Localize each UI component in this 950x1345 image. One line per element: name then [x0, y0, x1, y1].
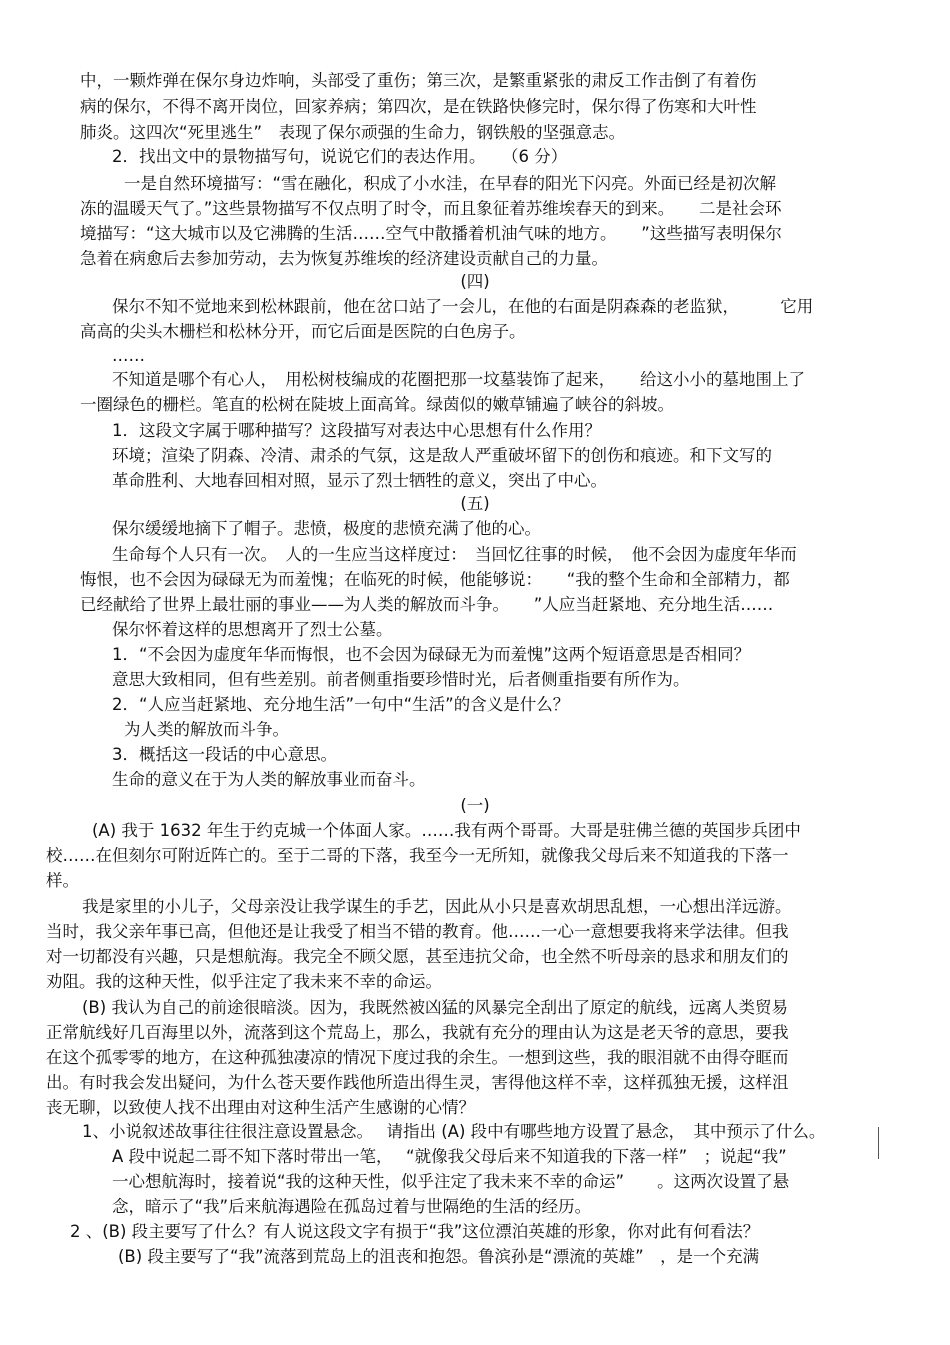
answer-line: 革命胜利、大地春回相对照，显示了烈士牺牲的意义，突出了中心。	[112, 471, 607, 490]
answer-line: 急着在病愈后去参加劳动，去为恢复苏维埃的经济建设贡献自己的力量。	[80, 249, 608, 268]
answer-line: 冻的温暖天气了。”这些景物描写不仅点明了时令，而且象征着苏维埃春天的到来。 二是社会环	[80, 199, 782, 218]
passage-line: 劝阻。我的这种天性，似乎注定了我未来不幸的命运。	[46, 972, 442, 991]
text-line: 中，一颗炸弹在保尔身边炸响，头部受了重伤；第三次，是繁重紧张的肃反工作击倒了有着伤	[80, 71, 757, 90]
passage-line: 当时，我父亲年事已高，但他还是让我受了相当不错的教育。他……一心一意想要我将来学法律。但我	[46, 922, 789, 941]
question-line: 2．找出文中的景物描写句，说说它们的表达作用。 （6 分）	[112, 147, 568, 166]
question-line: 1、小说叙述故事往往很注意设置悬念。 请指出 (A) 段中有哪些地方设置了悬念， 其中预示了什么。	[82, 1122, 826, 1141]
answer-line: 一是自然环境描写：“雪在融化，积成了小水洼，在早春的阳光下闪亮。外面已经是初次解	[124, 174, 777, 193]
passage-line: 已经献给了世界上最壮丽的事业——为人类的解放而斗争。 ”人应当赶紧地、充分地生活……	[80, 595, 774, 614]
text-line: 肺炎。这四次“死里逃生” 表现了保尔顽强的生命力，钢铁般的坚强意志。	[80, 123, 626, 142]
answer-line: 为人类的解放而斗争。	[124, 720, 289, 739]
passage-line: 悔恨，也不会因为碌碌无为而羞愧；在临死的时候，他能够说： “我的整个生命和全部精力，都	[80, 570, 790, 589]
passage-line: 保尔怀着这样的思想离开了烈士公墓。	[112, 620, 393, 639]
passage-line: 出。有时我会发出疑问，为什么苍天要作践他所造出得生灵，害得他这样不幸，这样孤独无援，这样沮	[46, 1073, 789, 1092]
passage-line: 样。	[46, 871, 79, 890]
passage-line: 校……在但刻尔可附近阵亡的。至于二哥的下落，我至今一无所知，就像我父母后来不知道我的下落一	[46, 846, 789, 865]
ellipsis-line: ……	[112, 346, 145, 365]
answer-line: 境描写：“这大城市以及它沸腾的生活……空气中散播着机油气味的地方。 ”这些描写表明保尔	[80, 224, 782, 243]
passage-line: 保尔不知不觉地来到松林跟前，他在岔口站了一会儿，在他的右面是阴森森的老监狱， 它用	[112, 297, 814, 316]
question-line: 1．“不会因为虚度年华而悔恨，也不会因为碌碌无为而羞愧”这两个短语意思是否相同？	[112, 645, 751, 664]
question-line: 3．概括这一段话的中心意思。	[112, 745, 337, 764]
passage-line: 在这个孤零零的地方，在这种孤独凄凉的情况下度过我的余生。一想到这些，我的眼泪就不由得夺眶而	[46, 1048, 789, 1067]
answer-line: 环境；渲染了阴森、冷清、肃杀的气氛，这是敌人严重破坏留下的创伤和痕迹。和下文写的	[112, 446, 772, 465]
passage-line: 保尔缓缓地摘下了帽子。悲愤，极度的悲愤充满了他的心。	[112, 519, 541, 538]
answer-line: 意思大致相同，但有些差别。前者侧重指要珍惜时光，后者侧重指要有所作为。	[112, 670, 690, 689]
question-line: 1．这段文字属于哪种描写？这段描写对表达中心思想有什么作用？	[112, 421, 601, 440]
answer-line: A 段中说起二哥不知下落时带出一笔， “就像我父母后来不知道我的下落一样” ；说起“我”	[112, 1147, 787, 1166]
passage-line: (A) 我于 1632 年生于约克城一个体面人家。……我有两个哥哥。大哥是驻佛兰德的英国步兵团中	[92, 821, 801, 840]
section-heading: (一)	[460, 796, 490, 815]
passage-line: 正常航线好几百海里以外，流落到这个荒岛上，那么，我就有充分的理由认为这是老天爷的意思，要我	[46, 1023, 789, 1042]
answer-line: 生命的意义在于为人类的解放事业而奋斗。	[112, 770, 426, 789]
text-line: 病的保尔，不得不离开岗位，回家养病；第四次，是在铁路快修完时，保尔得了伤寒和大叶性	[80, 97, 757, 116]
section-heading: (五)	[460, 494, 490, 513]
passage-line: 高高的尖头木栅栏和松林分开，而它后面是医院的白色房子。	[80, 322, 526, 341]
passage-line: (B) 我认为自己的前途很暗淡。因为，我既然被凶猛的风暴完全刮出了原定的航线，远离人类贸易	[82, 998, 788, 1017]
answer-line: 一心想航海时，接着说“我的这种天性，似乎注定了我未来不幸的命运” 。这两次设置了悬	[112, 1172, 790, 1191]
margin-rule	[878, 1127, 879, 1159]
passage-line: 我是家里的小儿子，父母亲没让我学谋生的手艺，因此从小只是喜欢胡思乱想，一心想出洋远游。	[82, 897, 792, 916]
passage-line: 一圈绿色的栅栏。笔直的松树在陡坡上面高耸。绿茵似的嫩草铺遍了峡谷的斜坡。	[80, 395, 674, 414]
answer-line: 念，暗示了“我”后来航海遇险在孤岛过着与世隔绝的生活的经历。	[112, 1197, 592, 1216]
section-heading: (四)	[460, 272, 490, 291]
question-line: 2．“人应当赶紧地、充分地生活”一句中“生活”的含义是什么？	[112, 695, 570, 714]
passage-line: 不知道是哪个有心人， 用松树枝编成的花圈把那一坟墓装饰了起来， 给这小小的墓地围上了	[112, 370, 805, 389]
passage-line: 对一切都没有兴趣，只是想航海。我完全不顾父愿，甚至违抗父命，也全然不听母亲的恳求和朋友们的	[46, 947, 789, 966]
answer-line: (B) 段主要写了“我”流落到荒岛上的沮丧和抱怨。鲁滨孙是“漂流的英雄” ，是一个充满	[118, 1247, 760, 1266]
passage-line: 生命每个人只有一次。 人的一生应当这样度过： 当回忆往事的时候， 他不会因为虚度年华而	[112, 545, 797, 564]
question-line: 2 、(B) 段主要写了什么？有人说这段文字有损于“我”这位漂泊英雄的形象，你对此有何看法？	[70, 1222, 760, 1241]
passage-line: 丧无聊，以致使人找不出理由对这种生活产生感谢的心情？	[46, 1098, 475, 1117]
